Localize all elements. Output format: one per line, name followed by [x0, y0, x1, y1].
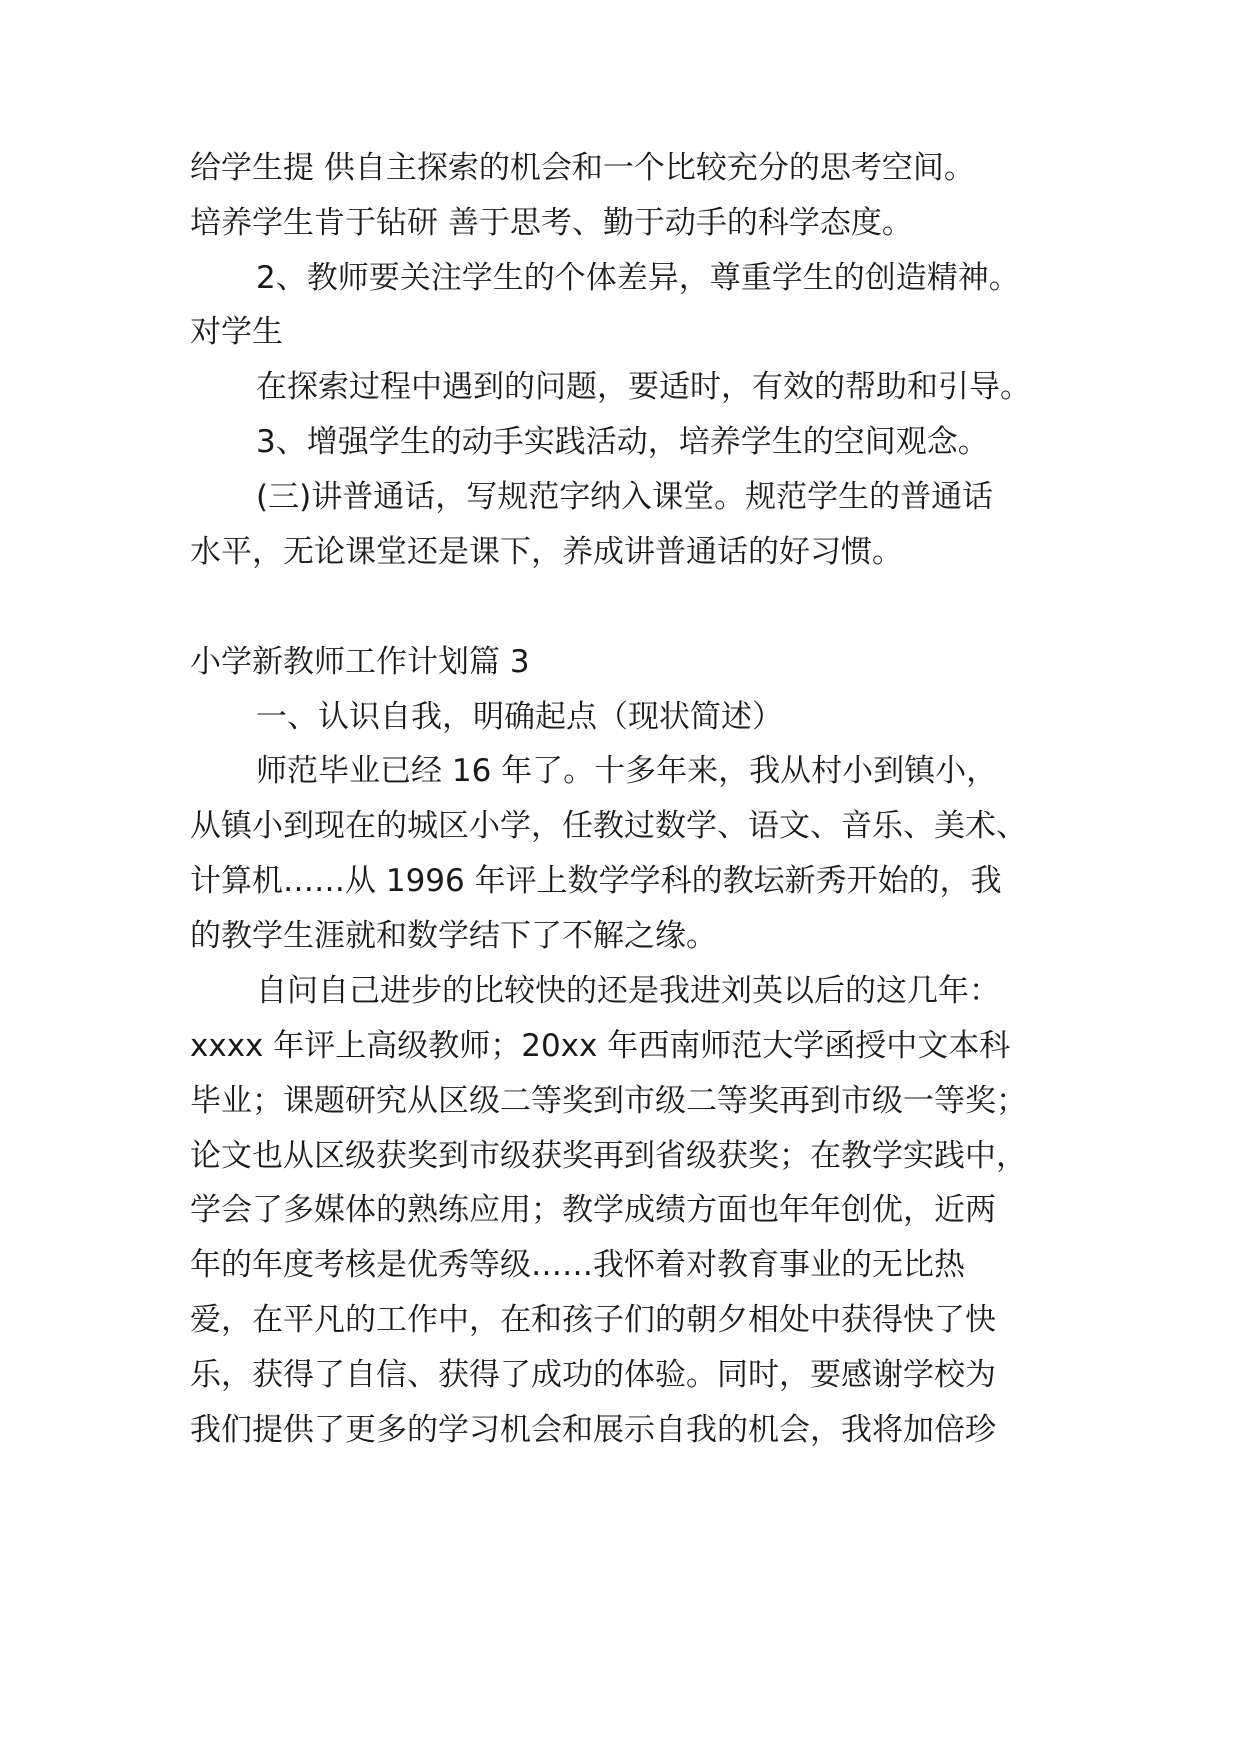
- paragraph-line: xxxx 年评上高级教师；20xx 年西南师范大学函授中文本科: [190, 1028, 1011, 1064]
- paragraph-line: 给学生提 供自主探索的机会和一个比较充分的思考空间。: [190, 150, 975, 186]
- paragraph-line: 一、认识自我，明确起点（现状简述）: [256, 699, 783, 735]
- section-title: 小学新教师工作计划篇 3: [190, 644, 530, 680]
- paragraph-line: 3、增强学生的动手实践活动，培养学生的空间观念。: [256, 424, 989, 460]
- paragraph-line: 培养学生肯于钻研 善于思考、勤于动手的科学态度。: [190, 205, 913, 241]
- paragraph-line: 毕业；课题研究从区级二等奖到市级二等奖再到市级一等奖；: [190, 1083, 1027, 1119]
- paragraph-line: 对学生: [190, 314, 283, 350]
- paragraph-line: 年的年度考核是优秀等级……我怀着对教育事业的无比热: [190, 1247, 965, 1283]
- paragraph-line: 乐，获得了自信、获得了成功的体验。同时，要感谢学校为: [190, 1357, 996, 1393]
- paragraph-line: 师范毕业已经 16 年了。十多年来，我从村小到镇小，: [256, 753, 998, 789]
- paragraph-line: 从镇小到现在的城区小学，任教过数学、语文、音乐、美术、: [190, 808, 1027, 844]
- paragraph-line: 2、教师要关注学生的个体差异，尊重学生的创造精神。: [256, 260, 1020, 296]
- paragraph-line: 的教学生涯就和数学结下了不解之缘。: [190, 918, 717, 954]
- paragraph-line: 计算机……从 1996 年评上数学学科的教坛新秀开始的，我: [190, 863, 1002, 899]
- paragraph-line: 自问自己进步的比较快的还是我进刘英以后的这几年：: [256, 973, 1000, 1009]
- paragraph-line: 在探索过程中遇到的问题，要适时，有效的帮助和引导。: [256, 369, 1031, 405]
- paragraph-line: 学会了多媒体的熟练应用；教学成绩方面也年年创优，近两: [190, 1192, 996, 1228]
- paragraph-line: 爱，在平凡的工作中，在和孩子们的朝夕相处中获得快了快: [190, 1302, 996, 1338]
- paragraph-line: 论文也从区级获奖到市级获奖再到省级获奖；在教学实践中，: [190, 1138, 1027, 1174]
- paragraph-line: 我们提供了更多的学习机会和展示自我的机会，我将加倍珍: [190, 1412, 996, 1448]
- paragraph-line: (三)讲普通话，写规范字纳入课堂。规范学生的普通话: [256, 479, 994, 515]
- paragraph-line: 水平，无论课堂还是课下，养成讲普通话的好习惯。: [190, 534, 903, 570]
